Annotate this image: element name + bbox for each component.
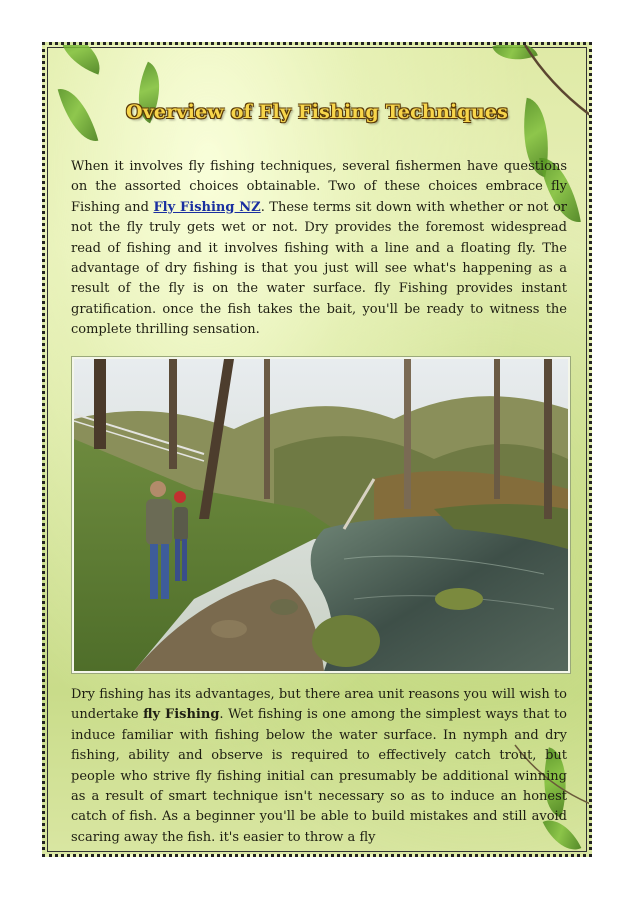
paragraph-text: . Wet fishing is one among the simplest ways that to induce familiar with fishing below the water surface. In nymph and dry fishing, ability and observe is required to effectively catch trout, but people who strive fly fishing initial can presumably be additional winning as a result of smart technique isn't necessary so as to induce an honest catch of fish. As a beginner you'll be able to build mistakes and still avoid scaring away the fish. it's easier to throw a fly bbox=[71, 707, 568, 845]
paragraph-text: Dry fishing has its advantages, but there area unit reasons you will wish to undertake bbox=[71, 687, 567, 723]
leaf-decoration-icon bbox=[51, 42, 108, 75]
river-photo bbox=[72, 357, 570, 673]
bold-term: fly Fishing bbox=[143, 707, 220, 723]
fly-fishing-nz-link[interactable]: Fly Fishing NZ bbox=[153, 199, 261, 215]
page-title: Overview of Fly Fishing Techniques bbox=[125, 101, 509, 123]
paragraph-text: When it involves fly fishing techniques, several fishermen have questions on the assorted choices obtainable. Two of these choices embrace fly Fishing and bbox=[71, 159, 567, 215]
river-photo-icon bbox=[74, 359, 568, 671]
leaf-decoration-icon bbox=[492, 42, 538, 69]
document-page bbox=[42, 42, 592, 857]
wet-fishing-paragraph bbox=[71, 685, 567, 848]
paragraph-text: . These terms sit down with whether or not or not the fly truly gets wet or not. Dry provides the foremost widespread read of fishing and it involves fishing with a line and a floating fly. The advantage of dry fishing is that you just will see what's happening as a result of the fly is on the water surface. fly Fishing provides instant gratification. once the fish takes the bait, you'll be ready to witness the complete thrilling sensation. bbox=[71, 199, 567, 338]
intro-paragraph bbox=[71, 157, 567, 341]
